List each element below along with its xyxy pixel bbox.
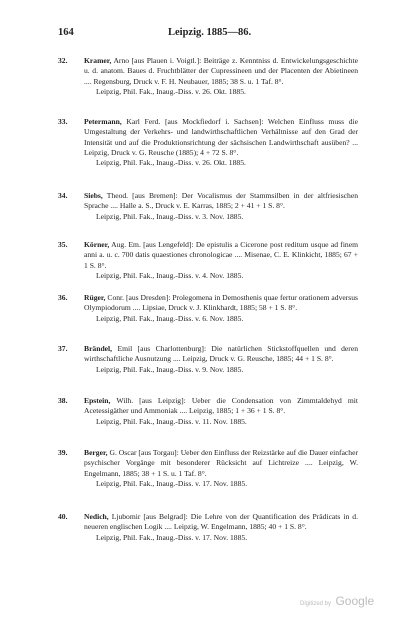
entry-author: Nedich, (84, 512, 109, 521)
entry-body (84, 396, 358, 427)
entry-author: Petermann, (84, 117, 122, 126)
entry-author: Epstein, (84, 396, 111, 405)
entry-text: Emil [aus Charlottenburg]: Die natürlichen Stickstoffquellen und deren wirthschaftliche Ausnutzung .... Leipzig, Druck v. G. Reusche, 1885; 44 + 1 S. 8°. (84, 344, 358, 364)
entry-number: 33. (58, 117, 68, 126)
entry-text: G. Oscar [aus Torgau]: Ueber den Einfluss der Reizstärke auf die Dauer einfacher psychischer Vorgänge mit besonderer Rücksicht auf Lichtreize .... Leipzig, W. Engelmann, 1885; 38 + 1 S. u. 1 Taf. 8°. (84, 448, 359, 478)
entry-33 (58, 117, 358, 168)
entry-34 (58, 191, 358, 222)
entry-faculty: Leipzig, Phil. Fak., Inaug.-Diss. v. 17. Nov. 1885. (96, 532, 248, 542)
entry-body (84, 191, 358, 222)
entry-faculty: Leipzig, Phil. Fak., Inaug.-Diss. v. 6. Nov. 1885. (96, 313, 244, 323)
entry-body (84, 240, 358, 281)
watermark-prefix: Digitized by (300, 601, 332, 607)
page-number: 164 (58, 27, 74, 38)
page-header (58, 27, 358, 41)
entry-35 (58, 240, 358, 281)
entry-author: Siebs, (84, 191, 103, 200)
entry-faculty: Leipzig, Phil. Fak., Inaug.-Diss. v. 17. Nov. 1885. (96, 478, 248, 488)
entry-text: Arno [aus Plauen i. Voigtl.]: Beiträge z. Kenntniss d. Entwickelungsgeschichte u. d. anatom. Baues d. Fruchtblätter der Cupressineen und der Placenten der Abietineen .... Regensburg, Druck v. F. H. Neubauer, 1885; 38 S. u. 1 Taf. 8°. (84, 56, 358, 86)
entry-body (84, 512, 358, 543)
entry-faculty: Leipzig, Phil. Fak., Inaug.-Diss. v. 9. Nov. 1885. (96, 364, 244, 374)
entry-body (84, 117, 358, 168)
entry-author: Brändel, (84, 344, 113, 353)
entry-number: 40. (58, 512, 68, 521)
entry-author: Körner, (84, 240, 110, 249)
entry-body (84, 344, 358, 375)
entry-32 (58, 56, 358, 97)
entry-39 (58, 448, 358, 489)
entry-number: 39. (58, 448, 68, 457)
entry-faculty: Leipzig, Phil. Fak., Inaug.-Diss. v. 11. Nov. 1885. (96, 416, 247, 426)
entry-faculty: Leipzig, Phil. Fak., Inaug.-Diss. v. 26. Okt. 1885. (96, 158, 246, 168)
entry-40 (58, 512, 358, 543)
entry-37 (58, 344, 358, 375)
entry-number: 34. (58, 191, 68, 200)
entry-number: 35. (58, 240, 68, 249)
entry-faculty: Leipzig, Phil. Fak., Inaug.-Diss. v. 4. Nov. 1885. (96, 270, 244, 280)
entry-text: Conr. [aus Dresden]: Prolegomena in Demosthenis quae fertur orationem adversus Olympiodorum .... Lipsiae, Druck v. J. Klinkhardt, 1885; 58 + 1 S. 8°. (84, 293, 359, 313)
entry-author: Rüger, (84, 293, 106, 302)
entry-text: Wilh. [aus Leipzig]: Ueber die Condensation von Zimmtaldehyd mit Acetessigäther und Ammoniak .... Leipzig, 1885; 1 + 36 + 1 S. 8°. (84, 396, 359, 416)
entry-number: 38. (58, 396, 68, 405)
running-title: Leipzig. 1885—86. (168, 27, 252, 38)
entry-faculty: Leipzig, Phil. Fak., Inaug.-Diss. v. 26. Okt. 1885. (96, 86, 246, 96)
entry-38 (58, 396, 358, 427)
entry-number: 36. (58, 293, 68, 302)
entry-text: Aug. Em. [aus Lengefeld]: De epistulis a Cicerone post reditum usque ad finem anni a. u. c. 700 datis quaestiones chronologicae .... Misenae, C. E. Klinkicht, 1885; 67 + 1 S. 8°. (84, 240, 359, 270)
entry-faculty: Leipzig, Phil. Fak., Inaug.-Diss. v. 3. Nov. 1885. (96, 211, 244, 221)
entry-text: Theod. [aus Bremen]: Der Vocalismus der Stammsilben in der altfriesischen Sprache .... Halle a. S., Druck v. E. Karras, 1885; 2 + 41 + 1 S. 8°. (84, 191, 358, 211)
entry-36 (58, 293, 358, 324)
google-logo: Google (335, 594, 375, 608)
entry-body (84, 56, 358, 97)
entry-author: Kramer, (84, 56, 112, 65)
digitized-watermark (300, 592, 374, 610)
entry-body (84, 293, 358, 324)
entry-number: 32. (58, 56, 68, 65)
entry-text: Karl Ferd. [aus Mockfiedorf i. Sachsen]: Welchen Einfluss muss die Umgestaltung der Verkehrs- und landwirthschaftlichen Verhältnisse auf den Grad der Intensität und auf die Produktionsrichtung der sächsischen Landwirthschaft ausüben? ... Leipzig, Druck v. G. Reusche (1885); 4 + 72 S. 8°. (84, 117, 358, 157)
entry-number: 37. (58, 344, 68, 353)
entry-author: Berger, (84, 448, 108, 457)
entry-text: Ljubomir [aus Belgrad]: Die Lehre von der Quantification des Prädicats in d. neueren englischen Logik .... Leipzig, W. Engelmann, 1885; 40 + 1 S. 8°. (84, 512, 358, 532)
entry-body (84, 448, 358, 489)
